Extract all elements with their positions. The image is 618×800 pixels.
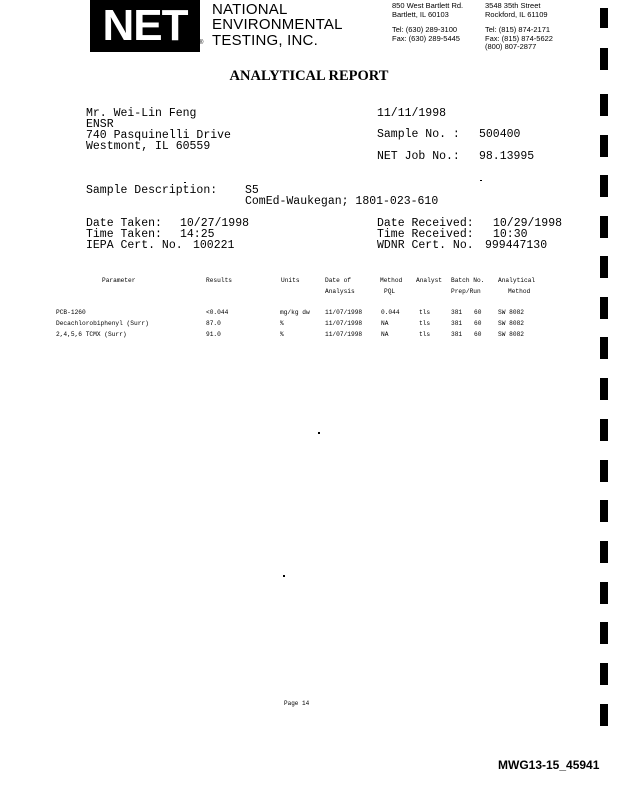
time-received-label: Time Received: <box>377 228 474 241</box>
cell-result: <0.044 <box>206 309 229 316</box>
cell-analyst: tls <box>419 331 431 338</box>
cell-method: SW 8082 <box>498 309 524 316</box>
client-name: Mr. Wei-Lin Feng <box>86 107 197 120</box>
office-address-rockford <box>485 2 553 52</box>
cell-parameter: 2,4,5,6 TCMX (Surr) <box>56 331 127 338</box>
iepa-cert-value: 100221 <box>193 239 235 252</box>
col-header-analysis: Analysis <box>325 288 355 295</box>
cell-parameter: PCB-1260 <box>56 309 86 316</box>
scan-edge-mark <box>600 460 608 482</box>
sample-no-value: 500400 <box>479 128 521 141</box>
table-row <box>0 320 618 328</box>
scan-edge-mark <box>600 582 608 604</box>
cell-result: 91.0 <box>206 331 221 338</box>
report-date: 11/11/1998 <box>377 107 447 120</box>
office-address-bartlett <box>392 2 463 43</box>
phone-line: Tel: (815) 874-2171 <box>485 25 551 35</box>
address-line: Bartlett, IL 60103 <box>392 9 449 19</box>
time-taken-label: Time Taken: <box>86 228 162 241</box>
scan-edge-mark <box>600 337 608 359</box>
cell-units: % <box>280 320 284 327</box>
iepa-cert-label: IEPA Cert. No. <box>86 239 183 252</box>
scan-edge-mark <box>600 135 608 157</box>
col-header-analytical-method: Method <box>508 288 531 295</box>
cell-batch: 381 <box>451 331 463 338</box>
col-header-units: Units <box>281 277 300 284</box>
address-line: 3548 35th Street <box>485 1 541 10</box>
sample-description-site: ComEd-Waukegan; 1801-023-610 <box>245 195 439 208</box>
date-taken-value: 10/27/1998 <box>180 217 250 230</box>
page-number: Page 14 <box>284 700 310 707</box>
cell-analyst: tls <box>419 309 431 316</box>
scan-speck <box>318 432 320 434</box>
scan-edge-mark <box>600 175 608 197</box>
cell-result: 87.0 <box>206 320 221 327</box>
scan-edge-mark <box>600 256 608 278</box>
cell-date: 11/07/1998 <box>325 331 363 338</box>
job-no-label: NET Job No.: <box>377 150 460 163</box>
scan-edge-mark <box>600 378 608 400</box>
document-id: MWG13-15_45941 <box>498 758 600 772</box>
client-city: Westmont, IL 60559 <box>86 140 211 153</box>
client-street: 740 Pasquinelli Drive <box>86 129 231 142</box>
scan-speck <box>283 575 285 577</box>
cell-parameter: Decachlorobiphenyl (Surr) <box>56 320 149 327</box>
scan-edge-mark <box>600 297 608 319</box>
date-received-value: 10/29/1998 <box>493 217 563 230</box>
cell-pql: NA <box>381 331 389 338</box>
job-no-value: 98.13995 <box>479 150 535 163</box>
sample-description-value: S5 <box>245 184 259 197</box>
col-header-results: Results <box>206 277 232 284</box>
fax-line: Fax: (630) 289-5445 <box>392 33 460 43</box>
phone-line: Tel: (630) 289-3100 <box>392 25 458 35</box>
time-taken-value: 14:25 <box>180 228 215 241</box>
fax-line: Fax: (815) 874-5622 <box>485 33 553 43</box>
col-header-analytical: Analytical <box>498 277 536 284</box>
col-header-analyst: Analyst <box>416 277 442 284</box>
cell-run: 60 <box>474 309 482 316</box>
address-line: 850 West Bartlett Rd. <box>392 1 464 10</box>
scan-edge-mark <box>600 94 608 116</box>
cell-run: 60 <box>474 320 482 327</box>
wdnr-cert-label: WDNR Cert. No. <box>377 239 474 252</box>
sample-description-label: Sample Description: <box>86 184 218 197</box>
scan-speck <box>480 180 482 181</box>
cell-method: SW 8082 <box>498 331 524 338</box>
scan-edge-mark <box>600 622 608 644</box>
address-line: Rockford, IL 61109 <box>485 9 548 19</box>
registered-mark: ® <box>199 40 204 46</box>
company-name-line-1: NATIONAL <box>212 1 288 18</box>
tollfree-line: (800) 807-2877 <box>485 42 537 52</box>
table-row <box>0 331 618 339</box>
client-company: ENSR <box>86 118 114 131</box>
scan-edge-mark <box>600 500 608 522</box>
cell-analyst: tls <box>419 320 431 327</box>
company-name-line-2: ENVIRONMENTAL <box>212 16 343 33</box>
time-received-value: 10:30 <box>493 228 528 241</box>
report-title: ANALYTICAL REPORT <box>229 68 389 84</box>
cell-method: SW 8082 <box>498 320 524 327</box>
scan-edge-mark <box>600 216 608 238</box>
cell-date: 11/07/1998 <box>325 309 363 316</box>
cell-units: mg/kg dw <box>280 309 310 316</box>
date-taken-label: Date Taken: <box>86 217 162 230</box>
col-header-pql: PQL <box>384 288 396 295</box>
sample-no-label: Sample No. : <box>377 128 460 141</box>
cell-units: % <box>280 331 284 338</box>
company-name-line-3: TESTING, INC. <box>212 32 318 49</box>
cell-pql: 0.044 <box>381 309 400 316</box>
cell-pql: NA <box>381 320 389 327</box>
wdnr-cert-value: 999447130 <box>485 239 548 252</box>
cell-batch: 381 <box>451 320 463 327</box>
scan-edge-mark <box>600 419 608 441</box>
scan-edge-mark <box>600 8 608 28</box>
col-header-date-of: Date of <box>325 277 351 284</box>
cell-batch: 381 <box>451 309 463 316</box>
scan-edge-mark <box>600 663 608 685</box>
scan-edge-mark <box>600 704 608 726</box>
col-header-parameter: Parameter <box>102 277 136 284</box>
cell-date: 11/07/1998 <box>325 320 363 327</box>
cell-run: 60 <box>474 331 482 338</box>
company-logo: NET <box>90 0 200 52</box>
scan-speck <box>184 182 186 183</box>
table-row <box>0 309 618 317</box>
scan-edge-mark <box>600 48 608 70</box>
col-header-method: Method <box>380 277 403 284</box>
date-received-label: Date Received: <box>377 217 474 230</box>
col-header-prep-run: Prep/Run <box>451 288 481 295</box>
scan-edge-mark <box>600 541 608 563</box>
col-header-batch-no: Batch No. <box>451 277 485 284</box>
